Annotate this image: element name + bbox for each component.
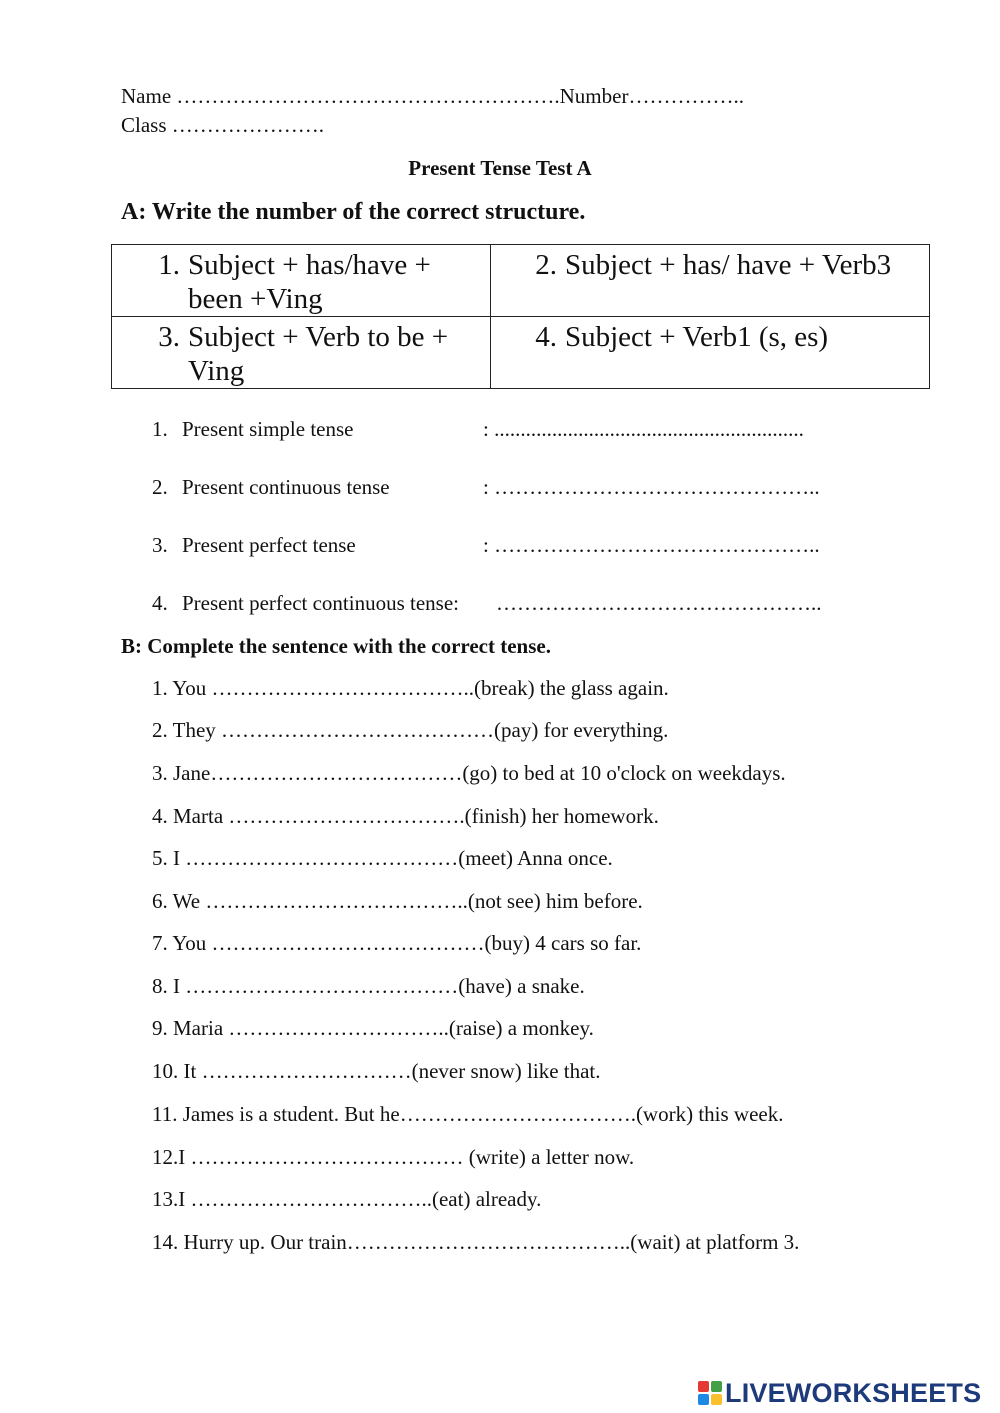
sentence-item[interactable]: 8. I …………………………………(have) a snake. — [152, 974, 585, 998]
structure-cell-3 — [112, 317, 491, 389]
sentence-item[interactable]: 4. Marta …………………………….(finish) her homework. — [152, 804, 659, 828]
sentence-item[interactable]: 11. James is a student. But he…………………………….(work) this week. — [152, 1102, 784, 1126]
logo-square-red — [698, 1381, 709, 1392]
sentence-item[interactable]: 5. I …………………………………(meet) Anna once. — [152, 846, 613, 870]
structure-number: 4. — [535, 321, 557, 353]
tense-label: Present perfect continuous tense: — [182, 591, 459, 615]
section-b-heading: B: Complete the sentence with the correct tense. — [121, 634, 551, 658]
liveworksheets-logo-icon — [697, 1379, 725, 1407]
item-number: 1. — [152, 417, 168, 441]
logo-square-green — [711, 1381, 722, 1392]
sentence-item[interactable]: 13.I ……………………………..(eat) already. — [152, 1187, 542, 1211]
tense-item — [152, 475, 390, 500]
structures-table — [111, 244, 930, 389]
sentence-item[interactable]: 9. Maria …………………………..(raise) a monkey. — [152, 1016, 594, 1040]
answer-blank[interactable]: : ……………………………………….. — [483, 533, 820, 557]
answer-blank[interactable]: ……………………………………….. — [496, 591, 822, 615]
tense-label: Present continuous tense — [182, 475, 390, 499]
answer-blank[interactable]: : ........................................................... — [483, 417, 804, 441]
structure-number: 3. — [158, 321, 180, 353]
class-line: Class …………………. — [121, 113, 325, 137]
structure-text: Subject + has/have + been +Ving — [188, 249, 431, 315]
tense-label: Present perfect tense — [182, 533, 356, 557]
sentence-item[interactable]: 12.I ………………………………… (write) a letter now. — [152, 1145, 635, 1169]
tense-label: Present simple tense — [182, 417, 354, 441]
logo-square-blue — [698, 1394, 709, 1405]
structure-number: 2. — [535, 249, 557, 281]
structure-cell-2 — [491, 245, 930, 317]
sentence-item[interactable]: 3. Jane………………………………(go) to bed at 10 o'clock on weekdays. — [152, 761, 786, 785]
sentence-item[interactable]: 1. You ………………………………..(break) the glass again. — [152, 676, 669, 700]
tense-item — [152, 591, 459, 616]
sentence-item[interactable]: 7. You …………………………………(buy) 4 cars so far. — [152, 931, 642, 955]
item-number: 2. — [152, 475, 168, 499]
name-number-line: Name ……………………………………………….Number…………….. — [121, 84, 744, 108]
item-number: 4. — [152, 591, 168, 615]
structure-text: Subject + Verb1 (s, es) — [565, 321, 829, 353]
liveworksheets-logo[interactable] — [697, 1378, 981, 1408]
logo-text: LIVEWORKSHEETS — [725, 1377, 982, 1408]
tense-item — [152, 417, 353, 442]
sentence-item[interactable]: 10. It …………………………(never snow) like that. — [152, 1059, 601, 1083]
structure-cell-4 — [491, 317, 930, 389]
structure-text: Subject + has/ have + Verb3 — [565, 249, 892, 281]
logo-square-yellow — [711, 1394, 722, 1405]
structure-number: 1. — [158, 249, 180, 281]
page-title: Present Tense Test A — [408, 156, 592, 180]
sentence-item[interactable]: 14. Hurry up. Our train…………………………………..(wait) at platform 3. — [152, 1230, 800, 1254]
sentence-item[interactable]: 6. We ………………………………..(not see) him before. — [152, 889, 643, 913]
item-number: 3. — [152, 533, 168, 557]
sentence-item[interactable]: 2. They …………………………………(pay) for everything. — [152, 718, 669, 742]
tense-item — [152, 533, 356, 558]
section-a-heading: A: Write the number of the correct structure. — [121, 199, 586, 225]
answer-blank[interactable]: : ……………………………………….. — [483, 475, 820, 499]
structure-text: Subject + Verb to be + Ving — [188, 321, 449, 387]
structure-cell-1 — [112, 245, 491, 317]
